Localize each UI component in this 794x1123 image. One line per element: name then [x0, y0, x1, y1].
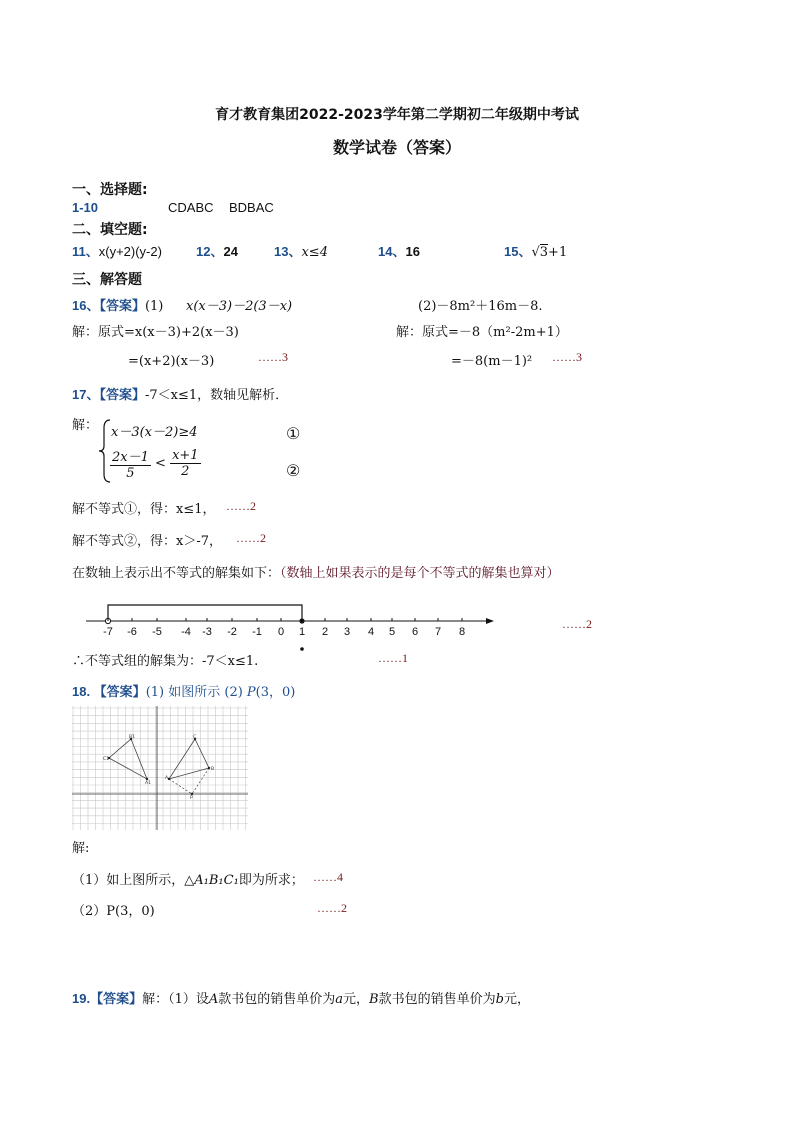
q18-sol2: （2）P(3，0)	[72, 904, 155, 919]
q18-answer-pre: (1) 如图所示 (2)	[145, 685, 247, 700]
q16-header	[72, 295, 163, 314]
q18-sol1-post: 即为所求；	[238, 873, 304, 888]
triangle-a1b1c1	[109, 739, 147, 779]
dashed-line-ap	[169, 779, 192, 794]
q19-text: 元，	[503, 992, 530, 1007]
q17-jie: 解：	[72, 418, 99, 433]
tick-label: -1	[252, 626, 262, 638]
q16-score1: ……3	[258, 350, 288, 364]
q17-score-b: ……2	[236, 531, 266, 545]
q17-label: 17、【答案】	[72, 387, 145, 402]
tick-label: 6	[411, 626, 419, 638]
choice-answers-2: BDBAC	[229, 200, 274, 215]
fill-answer: x(y+2)(y-2)	[98, 244, 162, 259]
q16-score2: ……3	[552, 350, 582, 364]
label-b: B	[211, 767, 215, 772]
q16-sol2-line2: =－8(m－1)²	[451, 354, 533, 369]
fill-item-13	[274, 241, 328, 260]
q17-frac-left	[110, 446, 151, 481]
label-c1: C1	[103, 757, 110, 762]
fill-no: 12、	[196, 244, 224, 259]
triangle-abc	[169, 739, 209, 779]
page-subtitle: 数学试卷（答案）	[332, 138, 461, 157]
q16-part1: (1)	[144, 299, 164, 314]
page-title: 育才教育集团2022-2023学年第二学期初二年级期中考试	[215, 107, 579, 123]
tick-label: -4	[181, 626, 191, 638]
fill-item-11	[72, 241, 162, 260]
q19-text: 款书包的销售单价为	[218, 992, 336, 1007]
number-line	[80, 598, 500, 658]
q17-answer: -7＜x≤1，数轴见解析．	[144, 388, 289, 403]
tick-label: 5	[388, 626, 396, 638]
sqrt-radicand: 3	[539, 245, 549, 260]
q19-var: b	[495, 992, 504, 1007]
fill-no: 14、	[378, 244, 406, 259]
q17-sol1: 解不等式①，得：x≤1，	[72, 502, 216, 517]
q17-mark1: ①	[286, 424, 301, 443]
numline-intro-text: 在数轴上表示出不等式的解集如下：	[72, 566, 281, 581]
q18-triangle-name: △A₁B₁C₁	[184, 873, 239, 888]
numline-note: （数轴上如果表示的是每个不等式的解集也算对）	[280, 566, 560, 581]
q17-ineq1: x－3(x－2)≥4	[111, 425, 198, 440]
tick-label: 4	[367, 626, 375, 638]
q18-score2: ……2	[317, 901, 347, 915]
label-c: C	[193, 735, 197, 740]
tick-label: 3	[343, 626, 351, 638]
label-b1: B1	[129, 735, 135, 740]
q18-sol1	[72, 869, 304, 888]
tick-label: 2	[321, 626, 329, 638]
q17-frac-right	[170, 448, 201, 479]
frac-denominator: 5	[126, 466, 135, 481]
q17-header	[72, 384, 288, 403]
q18-answer-post: (3，0)	[255, 685, 296, 700]
fill-answer: 16	[405, 244, 420, 259]
fill-item-12	[196, 241, 238, 260]
fill-answer: 24	[223, 244, 238, 259]
q19-text: 元，	[343, 992, 370, 1007]
section-solve-heading: 三、解答题	[72, 272, 142, 288]
q18-header	[72, 681, 295, 700]
dot-mark	[300, 647, 304, 651]
fill-item-15	[504, 241, 567, 260]
tick-label: 8	[458, 626, 466, 638]
section-choice-heading: 一、选择题:	[72, 182, 148, 198]
q16-sol2-line1: 解：原式=－8（m²-2m+1）	[396, 325, 568, 340]
q16-sol1-line1: 解：原式=x(x－3)+2(x－3)	[72, 325, 239, 340]
tick-label: 0	[277, 626, 285, 638]
label-p: P	[190, 796, 193, 801]
q16-label: 16、【答案】	[72, 298, 145, 313]
q19-var: A	[208, 992, 219, 1007]
label-a: A	[165, 776, 169, 781]
tick-label: -6	[127, 626, 137, 638]
sqrt-sign: √	[531, 245, 540, 260]
q17-numline-intro	[72, 562, 560, 581]
q16-expr2: (2)－8m²＋16m－8.	[418, 299, 543, 314]
tick-label: -5	[152, 626, 162, 638]
coordinate-grid-figure	[72, 706, 248, 830]
q18-label: 18. 【答案】	[72, 684, 146, 699]
number-line-arrow	[486, 618, 494, 624]
q17-score-d: ……1	[378, 651, 408, 665]
q19-text: 款书包的销售单价为	[378, 992, 496, 1007]
tick-label: 7	[434, 626, 442, 638]
q19-var: B	[369, 992, 379, 1007]
frac-numerator: x+1	[172, 448, 199, 463]
q16-expr1: x(x－3)－2(3－x)	[186, 299, 293, 314]
q17-conclusion: ∴不等式组的解集为：-7＜x≤1.	[72, 654, 259, 669]
section-fill-heading: 二、填空题:	[72, 222, 148, 238]
q18-sol1-pre: （1）如上图所示，	[72, 873, 185, 888]
q19-label: 19.【答案】	[72, 991, 143, 1006]
q17-mark2: ②	[286, 461, 301, 480]
frac-numerator: 2x－1	[110, 446, 151, 466]
tick-label: -3	[202, 626, 212, 638]
q17-sol2: 解不等式②，得：x＞-7，	[72, 534, 222, 549]
choice-answers-1: CDABC	[168, 200, 214, 215]
q18-jie: 解:	[72, 841, 90, 856]
frac-denominator: 2	[181, 464, 190, 479]
label-a1: A1	[145, 781, 151, 786]
fill-answer: +1	[548, 245, 568, 260]
fill-no: 15、	[504, 244, 532, 259]
q17-score-a: ……2	[226, 499, 256, 513]
fill-answer: x≤4	[301, 245, 328, 260]
q18-score1: ……4	[313, 870, 343, 884]
choice-range: 1-10	[72, 200, 99, 215]
fill-no: 13、	[274, 244, 302, 259]
tick-label: 1	[298, 626, 306, 638]
q16-sol1-line2: =(x+2)(x－3)	[128, 354, 215, 369]
q17-ineq2	[110, 446, 201, 481]
q18-answer-p: P	[246, 685, 256, 700]
solution-bracket	[108, 605, 302, 619]
q17-score-c: ……2	[562, 617, 592, 631]
q19-text: 解：（1）设	[142, 992, 209, 1007]
q19-line	[72, 988, 530, 1007]
tick-label: -7	[103, 626, 113, 638]
q19-var: a	[335, 992, 344, 1007]
fill-no: 11、	[72, 244, 99, 259]
fill-item-14	[378, 241, 420, 260]
less-than: <	[155, 456, 166, 471]
tick-label: -2	[227, 626, 237, 638]
